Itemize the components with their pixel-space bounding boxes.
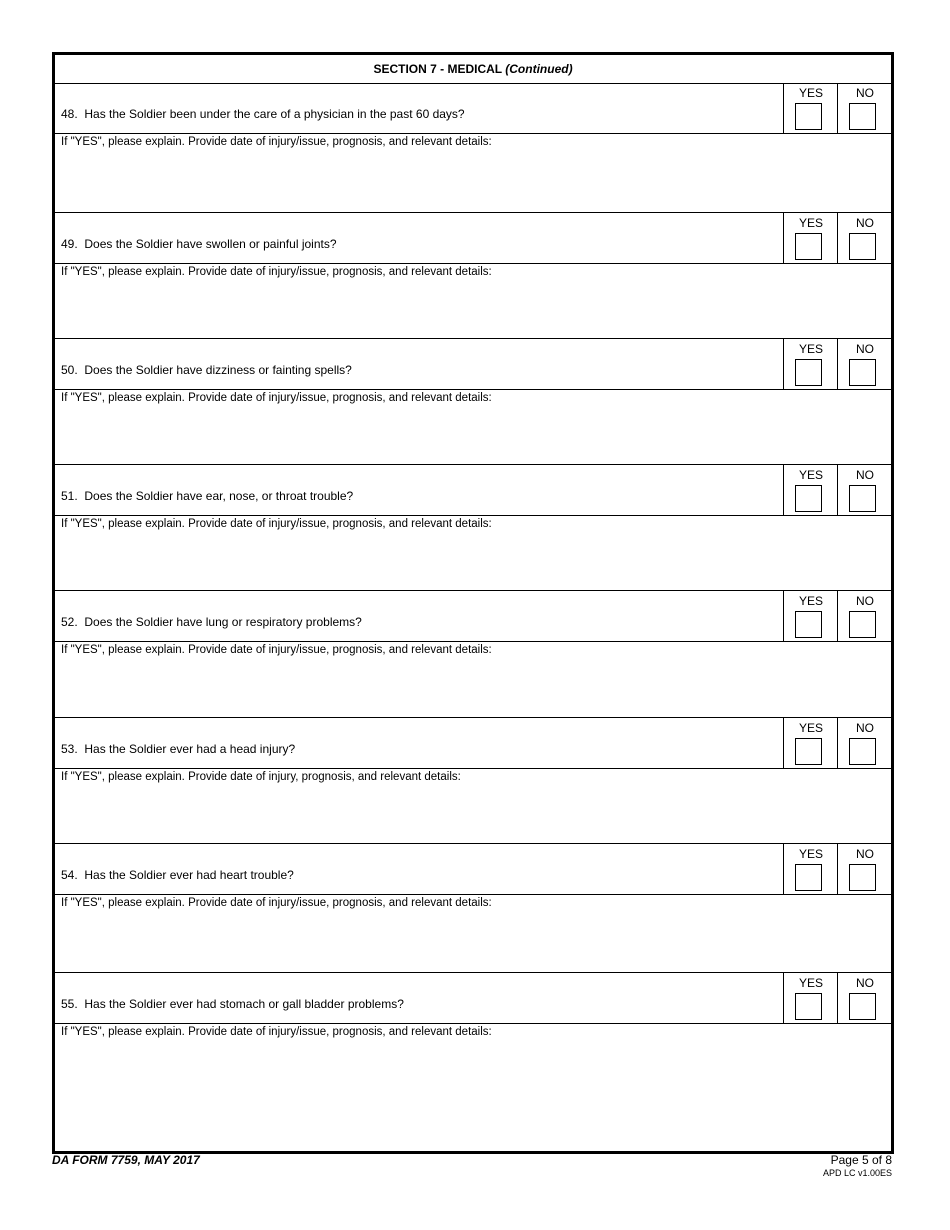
yes-column bbox=[783, 591, 838, 641]
yes-label: YES bbox=[798, 594, 823, 608]
yes-column bbox=[783, 213, 838, 263]
yes-column bbox=[783, 339, 838, 389]
no-checkbox[interactable] bbox=[849, 611, 876, 638]
no-column bbox=[837, 213, 892, 263]
explain-area[interactable] bbox=[55, 153, 891, 211]
no-label: NO bbox=[856, 847, 874, 861]
no-checkbox[interactable] bbox=[849, 359, 876, 386]
form-version: APD LC v1.00ES bbox=[822, 1168, 892, 1178]
question-number: 50. bbox=[61, 363, 78, 377]
question-text bbox=[61, 237, 337, 251]
page-number: Page 5 of 8 bbox=[830, 1153, 892, 1167]
explain-label: If "YES", please explain. Provide date of injury/issue, prognosis, and relevant details: bbox=[61, 644, 492, 656]
yes-checkbox[interactable] bbox=[795, 103, 822, 130]
no-column bbox=[837, 83, 892, 133]
no-checkbox[interactable] bbox=[849, 738, 876, 765]
yes-column bbox=[783, 83, 838, 133]
question-block bbox=[55, 465, 891, 591]
yes-label: YES bbox=[798, 847, 823, 861]
question-block bbox=[55, 591, 891, 718]
no-column bbox=[837, 339, 892, 389]
no-checkbox[interactable] bbox=[849, 993, 876, 1020]
yes-label: YES bbox=[798, 86, 823, 100]
question-row bbox=[55, 339, 891, 390]
question-label: Has the Soldier ever had a head injury? bbox=[84, 742, 296, 756]
question-label: Has the Soldier been under the care of a physician in the past 60 days? bbox=[84, 107, 465, 121]
explain-label: If "YES", please explain. Provide date of injury/issue, prognosis, and relevant details: bbox=[61, 136, 492, 148]
question-row bbox=[55, 213, 891, 264]
question-block bbox=[55, 844, 891, 973]
question-text bbox=[61, 868, 294, 882]
no-checkbox[interactable] bbox=[849, 485, 876, 512]
explain-label: If "YES", please explain. Provide date of injury/issue, prognosis, and relevant details: bbox=[61, 518, 492, 530]
yes-checkbox[interactable] bbox=[795, 233, 822, 260]
explain-area[interactable] bbox=[55, 661, 891, 716]
no-label: NO bbox=[856, 342, 874, 356]
question-number: 48. bbox=[61, 107, 78, 121]
no-checkbox[interactable] bbox=[849, 233, 876, 260]
yes-checkbox[interactable] bbox=[795, 359, 822, 386]
yes-column bbox=[783, 718, 838, 768]
no-checkbox[interactable] bbox=[849, 864, 876, 891]
question-row bbox=[55, 718, 891, 769]
question-number: 52. bbox=[61, 615, 78, 629]
yes-checkbox[interactable] bbox=[795, 485, 822, 512]
yes-label: YES bbox=[798, 216, 823, 230]
explain-area[interactable] bbox=[55, 409, 891, 463]
medical-form bbox=[52, 52, 894, 1154]
question-row bbox=[55, 465, 891, 516]
explain-area[interactable] bbox=[55, 283, 891, 337]
yes-column bbox=[783, 973, 838, 1023]
explain-label: If "YES", please explain. Provide date of injury/issue, prognosis, and relevant details: bbox=[61, 897, 492, 909]
yes-checkbox[interactable] bbox=[795, 611, 822, 638]
explain-label: If "YES", please explain. Provide date of injury/issue, prognosis, and relevant details: bbox=[61, 392, 492, 404]
yes-checkbox[interactable] bbox=[795, 993, 822, 1020]
question-text bbox=[61, 107, 465, 121]
form-id: DA FORM 7759, MAY 2017 bbox=[52, 1153, 200, 1167]
no-label: NO bbox=[856, 86, 874, 100]
yes-column bbox=[783, 465, 838, 515]
explain-label: If "YES", please explain. Provide date of injury/issue, prognosis, and relevant details: bbox=[61, 1026, 492, 1038]
question-number: 55. bbox=[61, 997, 78, 1011]
yes-label: YES bbox=[798, 342, 823, 356]
explain-label: If "YES", please explain. Provide date of injury, prognosis, and relevant details: bbox=[61, 771, 461, 783]
question-label: Does the Soldier have dizziness or fainting spells? bbox=[84, 363, 352, 377]
question-block bbox=[55, 973, 891, 1150]
question-text bbox=[61, 997, 404, 1011]
no-label: NO bbox=[856, 216, 874, 230]
no-column bbox=[837, 465, 892, 515]
yes-label: YES bbox=[798, 976, 823, 990]
question-label: Does the Soldier have swollen or painful joints? bbox=[84, 237, 337, 251]
no-column bbox=[837, 718, 892, 768]
question-row bbox=[55, 83, 891, 134]
question-label: Does the Soldier have lung or respiratory problems? bbox=[84, 615, 362, 629]
question-number: 54. bbox=[61, 868, 78, 882]
section-subtitle: (Continued) bbox=[505, 62, 573, 76]
yes-label: YES bbox=[798, 468, 823, 482]
question-label: Has the Soldier ever had heart trouble? bbox=[84, 868, 294, 882]
explain-area[interactable] bbox=[55, 788, 891, 842]
question-row bbox=[55, 591, 891, 642]
question-text bbox=[61, 615, 362, 629]
question-row bbox=[55, 973, 891, 1024]
question-number: 49. bbox=[61, 237, 78, 251]
question-label: Does the Soldier have ear, nose, or throat trouble? bbox=[84, 489, 354, 503]
question-number: 53. bbox=[61, 742, 78, 756]
no-label: NO bbox=[856, 976, 874, 990]
question-block bbox=[55, 718, 891, 844]
section-title-text: SECTION 7 - MEDICAL bbox=[373, 62, 502, 76]
no-column bbox=[837, 844, 892, 894]
no-label: NO bbox=[856, 721, 874, 735]
section-title bbox=[55, 55, 891, 84]
no-column bbox=[837, 591, 892, 641]
question-label: Has the Soldier ever had stomach or gall bladder problems? bbox=[84, 997, 404, 1011]
question-row bbox=[55, 844, 891, 895]
yes-checkbox[interactable] bbox=[795, 738, 822, 765]
question-block bbox=[55, 339, 891, 465]
no-column bbox=[837, 973, 892, 1023]
question-number: 51. bbox=[61, 489, 78, 503]
explain-label: If "YES", please explain. Provide date of injury/issue, prognosis, and relevant details: bbox=[61, 266, 492, 278]
no-checkbox[interactable] bbox=[849, 103, 876, 130]
yes-checkbox[interactable] bbox=[795, 864, 822, 891]
question-text bbox=[61, 363, 352, 377]
question-block bbox=[55, 83, 891, 213]
yes-column bbox=[783, 844, 838, 894]
question-block bbox=[55, 213, 891, 339]
question-text bbox=[61, 489, 353, 503]
no-label: NO bbox=[856, 468, 874, 482]
question-text bbox=[61, 742, 295, 756]
no-label: NO bbox=[856, 594, 874, 608]
explain-area[interactable] bbox=[55, 1043, 891, 1148]
explain-area[interactable] bbox=[55, 535, 891, 589]
explain-area[interactable] bbox=[55, 914, 891, 971]
yes-label: YES bbox=[798, 721, 823, 735]
